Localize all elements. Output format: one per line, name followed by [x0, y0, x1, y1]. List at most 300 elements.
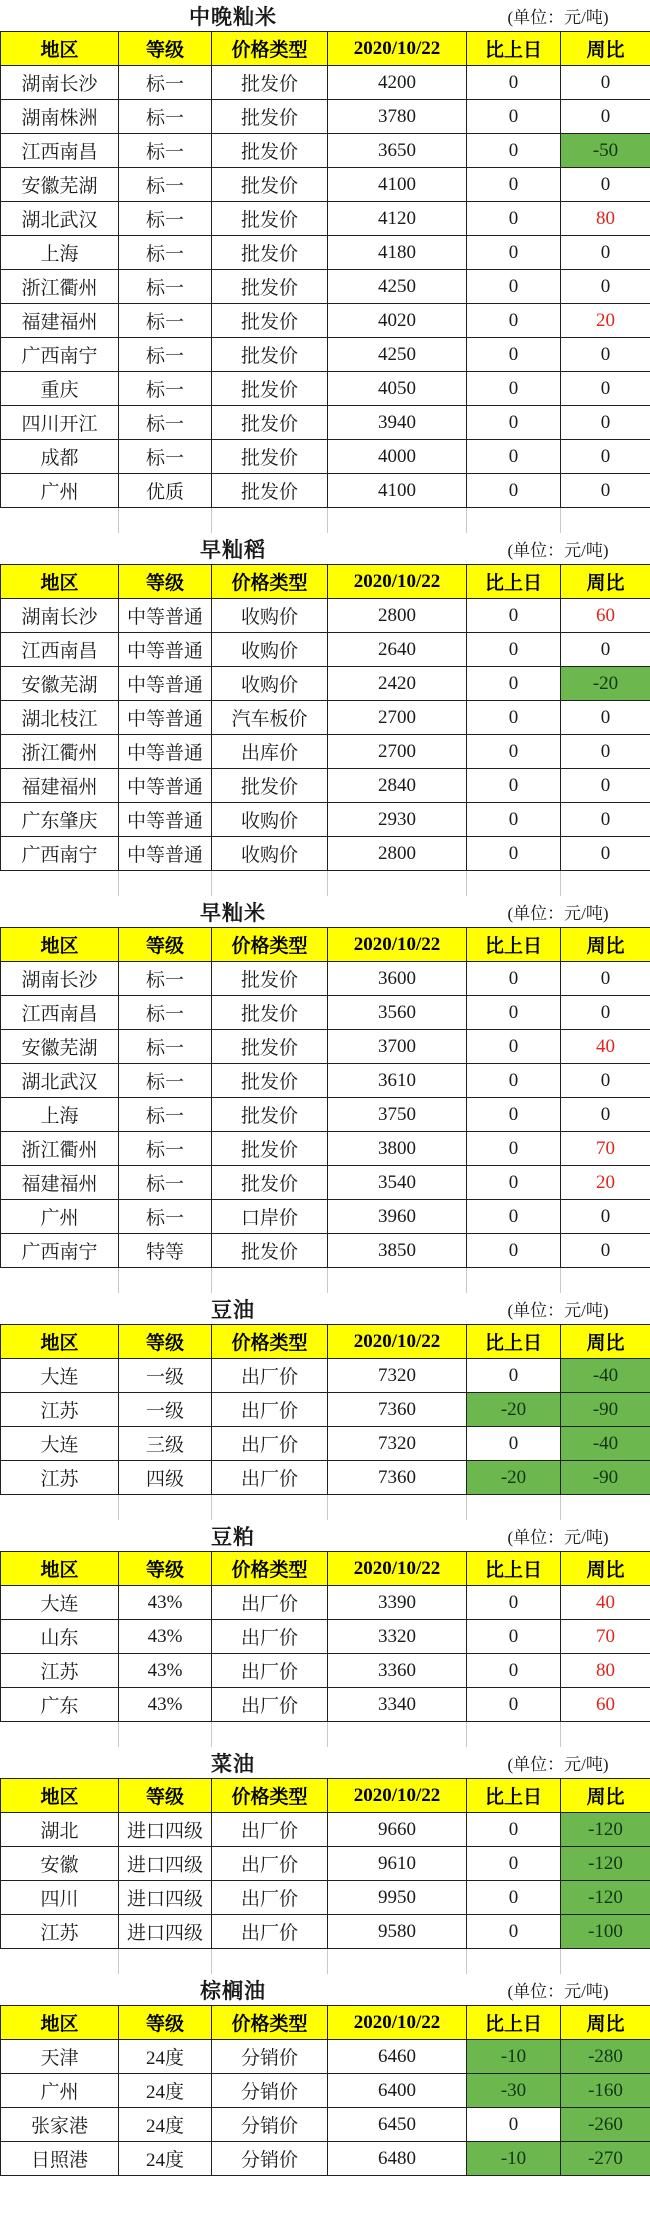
- price-table-section: [0, 1747, 650, 1949]
- region-cell: 湖南长沙: [1, 962, 119, 996]
- day-change-cell: -30: [467, 2074, 561, 2108]
- region-cell: 四川开江: [1, 406, 119, 440]
- column-header: 价格类型: [212, 32, 328, 66]
- price-cell: 3540: [328, 1166, 467, 1200]
- day-change-cell: 0: [467, 134, 561, 168]
- table-row: [1, 372, 650, 406]
- day-change-cell: -20: [467, 1461, 561, 1495]
- region-cell: 广西南宁: [1, 1234, 119, 1268]
- price-cell: 2800: [328, 837, 467, 871]
- column-header: 地区: [1, 1779, 119, 1813]
- week-change-cell: -120: [561, 1881, 650, 1915]
- price-type-cell: 口岸价: [212, 1200, 328, 1234]
- grade-cell: 进口四级: [119, 1813, 212, 1847]
- region-cell: 江苏: [1, 1461, 119, 1495]
- table-header-row: [1, 928, 650, 962]
- table-title-row: [0, 1520, 650, 1551]
- grade-cell: 中等普通: [119, 667, 212, 701]
- price-cell: 3340: [328, 1688, 467, 1722]
- table-row: [1, 2040, 650, 2074]
- table-row: [1, 1200, 650, 1234]
- region-cell: 江西南昌: [1, 996, 119, 1030]
- price-type-cell: 批发价: [212, 1030, 328, 1064]
- region-cell: 安徽芜湖: [1, 667, 119, 701]
- week-change-cell: -40: [561, 1359, 650, 1393]
- day-change-cell: 0: [467, 236, 561, 270]
- table-row: [1, 2142, 650, 2176]
- day-change-cell: 0: [467, 1654, 561, 1688]
- region-cell: 成都: [1, 440, 119, 474]
- table-row: [1, 202, 650, 236]
- week-change-cell: 0: [561, 406, 650, 440]
- grade-cell: 24度: [119, 2142, 212, 2176]
- column-header: 周比: [561, 928, 650, 962]
- price-type-cell: 批发价: [212, 134, 328, 168]
- price-cell: 7360: [328, 1461, 467, 1495]
- price-type-cell: 批发价: [212, 1064, 328, 1098]
- price-cell: 4250: [328, 270, 467, 304]
- column-header: 周比: [561, 565, 650, 599]
- column-header: 比上日: [467, 565, 561, 599]
- region-cell: 安徽芜湖: [1, 1030, 119, 1064]
- column-header: 等级: [119, 1779, 212, 1813]
- week-change-cell: -90: [561, 1393, 650, 1427]
- price-cell: 3610: [328, 1064, 467, 1098]
- table-row: [1, 304, 650, 338]
- price-cell: 7320: [328, 1359, 467, 1393]
- price-cell: 6480: [328, 2142, 467, 2176]
- table-gap: [0, 1495, 650, 1520]
- grade-cell: 标一: [119, 406, 212, 440]
- day-change-cell: 0: [467, 735, 561, 769]
- column-header: 价格类型: [212, 1325, 328, 1359]
- day-change-cell: 0: [467, 837, 561, 871]
- day-change-cell: 0: [467, 1132, 561, 1166]
- table-title: 豆油: [211, 1297, 255, 1322]
- price-cell: 3960: [328, 1200, 467, 1234]
- price-type-cell: 汽车板价: [212, 701, 328, 735]
- price-type-cell: 分销价: [212, 2074, 328, 2108]
- table-row: [1, 474, 650, 508]
- week-change-cell: -90: [561, 1461, 650, 1495]
- table-row: [1, 270, 650, 304]
- price-type-cell: 批发价: [212, 769, 328, 803]
- day-change-cell: 0: [467, 1620, 561, 1654]
- price-cell: 9660: [328, 1813, 467, 1847]
- region-cell: 江苏: [1, 1393, 119, 1427]
- price-type-cell: 出厂价: [212, 1688, 328, 1722]
- region-cell: 广州: [1, 474, 119, 508]
- grade-cell: 标一: [119, 66, 212, 100]
- grade-cell: 进口四级: [119, 1915, 212, 1949]
- column-header: 地区: [1, 1325, 119, 1359]
- week-change-cell: 0: [561, 701, 650, 735]
- price-type-cell: 批发价: [212, 100, 328, 134]
- region-cell: 广东: [1, 1688, 119, 1722]
- grade-cell: 标一: [119, 338, 212, 372]
- day-change-cell: -10: [467, 2142, 561, 2176]
- day-change-cell: 0: [467, 1427, 561, 1461]
- table-row: [1, 701, 650, 735]
- region-cell: 江西南昌: [1, 633, 119, 667]
- price-type-cell: 批发价: [212, 474, 328, 508]
- table-row: [1, 633, 650, 667]
- region-cell: 湖北: [1, 1813, 119, 1847]
- grade-cell: 标一: [119, 1030, 212, 1064]
- price-type-cell: 收购价: [212, 837, 328, 871]
- day-change-cell: 0: [467, 996, 561, 1030]
- region-cell: 湖北枝江: [1, 701, 119, 735]
- price-cell: 2800: [328, 599, 467, 633]
- grade-cell: 进口四级: [119, 1881, 212, 1915]
- column-header: 地区: [1, 1552, 119, 1586]
- day-change-cell: 0: [467, 1847, 561, 1881]
- week-change-cell: 70: [561, 1620, 650, 1654]
- price-cell: 6450: [328, 2108, 467, 2142]
- region-cell: 大连: [1, 1359, 119, 1393]
- table-title: 菜油: [211, 1751, 255, 1776]
- price-table-section: [0, 1520, 650, 1722]
- grade-cell: 标一: [119, 168, 212, 202]
- price-table-section: [0, 896, 650, 1268]
- table-row: [1, 1915, 650, 1949]
- grade-cell: 43%: [119, 1620, 212, 1654]
- table-row: [1, 1620, 650, 1654]
- week-change-cell: -270: [561, 2142, 650, 2176]
- week-change-cell: 40: [561, 1586, 650, 1620]
- region-cell: 上海: [1, 236, 119, 270]
- week-change-cell: 0: [561, 270, 650, 304]
- price-type-cell: 批发价: [212, 338, 328, 372]
- table-header-row: [1, 2006, 650, 2040]
- price-type-cell: 批发价: [212, 1234, 328, 1268]
- day-change-cell: 0: [467, 769, 561, 803]
- region-cell: 张家港: [1, 2108, 119, 2142]
- price-table-section: [0, 0, 650, 508]
- price-type-cell: 出厂价: [212, 1915, 328, 1949]
- price-cell: 3750: [328, 1098, 467, 1132]
- column-header: 2020/10/22: [328, 565, 467, 599]
- table-row: [1, 1098, 650, 1132]
- week-change-cell: -20: [561, 667, 650, 701]
- unit-label: (单位：元/吨): [507, 8, 609, 27]
- column-header: 比上日: [467, 928, 561, 962]
- column-header: 地区: [1, 928, 119, 962]
- price-cell: 3700: [328, 1030, 467, 1064]
- table-row: [1, 440, 650, 474]
- table-gap: [0, 871, 650, 896]
- price-table: [0, 927, 650, 1268]
- price-type-cell: 批发价: [212, 270, 328, 304]
- day-change-cell: 0: [467, 1813, 561, 1847]
- grade-cell: 中等普通: [119, 633, 212, 667]
- price-cell: 3850: [328, 1234, 467, 1268]
- price-cell: 4020: [328, 304, 467, 338]
- price-table: [0, 31, 650, 508]
- table-row: [1, 2108, 650, 2142]
- price-type-cell: 收购价: [212, 599, 328, 633]
- price-type-cell: 批发价: [212, 440, 328, 474]
- price-cell: 6460: [328, 2040, 467, 2074]
- table-row: [1, 735, 650, 769]
- table-title-row: [0, 1747, 650, 1778]
- region-cell: 安徽芜湖: [1, 168, 119, 202]
- region-cell: 广西南宁: [1, 837, 119, 871]
- day-change-cell: 0: [467, 1688, 561, 1722]
- region-cell: 福建福州: [1, 304, 119, 338]
- column-header: 等级: [119, 1325, 212, 1359]
- price-type-cell: 出库价: [212, 735, 328, 769]
- day-change-cell: -10: [467, 2040, 561, 2074]
- day-change-cell: 0: [467, 474, 561, 508]
- table-title: 棕榈油: [200, 1978, 266, 2003]
- table-row: [1, 1461, 650, 1495]
- price-cell: 9610: [328, 1847, 467, 1881]
- grade-cell: 标一: [119, 1200, 212, 1234]
- column-header: 比上日: [467, 1325, 561, 1359]
- table-row: [1, 769, 650, 803]
- week-change-cell: 0: [561, 769, 650, 803]
- price-type-cell: 出厂价: [212, 1654, 328, 1688]
- region-cell: 广东肇庆: [1, 803, 119, 837]
- day-change-cell: -20: [467, 1393, 561, 1427]
- unit-label: (单位：元/吨): [507, 1528, 609, 1547]
- price-cell: 2840: [328, 769, 467, 803]
- price-cell: 4120: [328, 202, 467, 236]
- price-type-cell: 分销价: [212, 2142, 328, 2176]
- column-header: 2020/10/22: [328, 928, 467, 962]
- price-cell: 3940: [328, 406, 467, 440]
- region-cell: 四川: [1, 1881, 119, 1915]
- day-change-cell: 0: [467, 633, 561, 667]
- table-row: [1, 168, 650, 202]
- table-row: [1, 66, 650, 100]
- region-cell: 江西南昌: [1, 134, 119, 168]
- price-cell: 7320: [328, 1427, 467, 1461]
- region-cell: 湖北武汉: [1, 1064, 119, 1098]
- week-change-cell: 0: [561, 1234, 650, 1268]
- column-header: 比上日: [467, 2006, 561, 2040]
- region-cell: 湖北武汉: [1, 202, 119, 236]
- price-cell: 4250: [328, 338, 467, 372]
- region-cell: 福建福州: [1, 1166, 119, 1200]
- week-change-cell: -40: [561, 1427, 650, 1461]
- price-type-cell: 出厂价: [212, 1393, 328, 1427]
- column-header: 2020/10/22: [328, 1325, 467, 1359]
- table-row: [1, 962, 650, 996]
- price-cell: 3600: [328, 962, 467, 996]
- day-change-cell: 0: [467, 168, 561, 202]
- price-cell: 6400: [328, 2074, 467, 2108]
- week-change-cell: 0: [561, 338, 650, 372]
- region-cell: 山东: [1, 1620, 119, 1654]
- day-change-cell: 0: [467, 66, 561, 100]
- grade-cell: 24度: [119, 2074, 212, 2108]
- table-row: [1, 1688, 650, 1722]
- table-row: [1, 2074, 650, 2108]
- table-row: [1, 1064, 650, 1098]
- grade-cell: 标一: [119, 962, 212, 996]
- price-cell: 7360: [328, 1393, 467, 1427]
- price-type-cell: 出厂价: [212, 1881, 328, 1915]
- week-change-cell: 0: [561, 1064, 650, 1098]
- table-gap: [0, 1268, 650, 1293]
- table-row: [1, 134, 650, 168]
- table-row: [1, 1427, 650, 1461]
- week-change-cell: -50: [561, 134, 650, 168]
- column-header: 比上日: [467, 32, 561, 66]
- grade-cell: 中等普通: [119, 837, 212, 871]
- table-gap: [0, 1722, 650, 1747]
- week-change-cell: 80: [561, 202, 650, 236]
- table-row: [1, 837, 650, 871]
- day-change-cell: 0: [467, 1166, 561, 1200]
- column-header: 等级: [119, 928, 212, 962]
- price-type-cell: 收购价: [212, 803, 328, 837]
- grade-cell: 一级: [119, 1359, 212, 1393]
- table-row: [1, 599, 650, 633]
- region-cell: 日照港: [1, 2142, 119, 2176]
- week-change-cell: 60: [561, 599, 650, 633]
- price-cell: 2420: [328, 667, 467, 701]
- table-row: [1, 406, 650, 440]
- week-change-cell: 0: [561, 236, 650, 270]
- week-change-cell: 0: [561, 440, 650, 474]
- column-header: 价格类型: [212, 1779, 328, 1813]
- price-cell: 4200: [328, 66, 467, 100]
- price-cell: 4000: [328, 440, 467, 474]
- grade-cell: 四级: [119, 1461, 212, 1495]
- price-type-cell: 批发价: [212, 996, 328, 1030]
- region-cell: 广州: [1, 1200, 119, 1234]
- day-change-cell: 0: [467, 667, 561, 701]
- week-change-cell: 0: [561, 1200, 650, 1234]
- day-change-cell: 0: [467, 406, 561, 440]
- table-title: 豆粕: [211, 1524, 255, 1549]
- week-change-cell: 70: [561, 1132, 650, 1166]
- region-cell: 大连: [1, 1427, 119, 1461]
- unit-label: (单位：元/吨): [507, 904, 609, 923]
- table-row: [1, 1166, 650, 1200]
- grade-cell: 中等普通: [119, 803, 212, 837]
- region-cell: 浙江衢州: [1, 1132, 119, 1166]
- price-cell: 3800: [328, 1132, 467, 1166]
- table-header-row: [1, 1779, 650, 1813]
- table-header-row: [1, 565, 650, 599]
- price-type-cell: 收购价: [212, 667, 328, 701]
- price-table-section: [0, 533, 650, 871]
- column-header: 周比: [561, 1552, 650, 1586]
- week-change-cell: -260: [561, 2108, 650, 2142]
- price-cell: 3650: [328, 134, 467, 168]
- grade-cell: 43%: [119, 1586, 212, 1620]
- price-cell: 9580: [328, 1915, 467, 1949]
- price-type-cell: 批发价: [212, 1098, 328, 1132]
- column-header: 等级: [119, 2006, 212, 2040]
- week-change-cell: 0: [561, 66, 650, 100]
- day-change-cell: 0: [467, 1234, 561, 1268]
- week-change-cell: 20: [561, 304, 650, 338]
- table-title: 中晚籼米: [189, 4, 277, 29]
- week-change-cell: 0: [561, 372, 650, 406]
- table-row: [1, 1030, 650, 1064]
- week-change-cell: 20: [561, 1166, 650, 1200]
- price-type-cell: 批发价: [212, 962, 328, 996]
- column-header: 等级: [119, 32, 212, 66]
- price-type-cell: 批发价: [212, 66, 328, 100]
- price-table: [0, 1324, 650, 1495]
- grade-cell: 标一: [119, 372, 212, 406]
- grade-cell: 43%: [119, 1688, 212, 1722]
- week-change-cell: 0: [561, 1098, 650, 1132]
- price-type-cell: 出厂价: [212, 1359, 328, 1393]
- price-type-cell: 出厂价: [212, 1813, 328, 1847]
- region-cell: 重庆: [1, 372, 119, 406]
- price-type-cell: 批发价: [212, 372, 328, 406]
- column-header: 地区: [1, 32, 119, 66]
- day-change-cell: 0: [467, 701, 561, 735]
- column-header: 周比: [561, 1325, 650, 1359]
- table-row: [1, 803, 650, 837]
- price-table-section: [0, 1974, 650, 2176]
- grade-cell: 标一: [119, 202, 212, 236]
- week-change-cell: 40: [561, 1030, 650, 1064]
- column-header: 地区: [1, 2006, 119, 2040]
- day-change-cell: 0: [467, 803, 561, 837]
- region-cell: 江苏: [1, 1915, 119, 1949]
- week-change-cell: 0: [561, 803, 650, 837]
- grade-cell: 一级: [119, 1393, 212, 1427]
- grade-cell: 24度: [119, 2040, 212, 2074]
- column-header: 比上日: [467, 1779, 561, 1813]
- day-change-cell: 0: [467, 270, 561, 304]
- region-cell: 湖南长沙: [1, 66, 119, 100]
- grade-cell: 进口四级: [119, 1847, 212, 1881]
- grade-cell: 标一: [119, 236, 212, 270]
- grade-cell: 标一: [119, 440, 212, 474]
- column-header: 2020/10/22: [328, 2006, 467, 2040]
- table-row: [1, 236, 650, 270]
- week-change-cell: 0: [561, 996, 650, 1030]
- price-table: [0, 1778, 650, 1949]
- day-change-cell: 0: [467, 440, 561, 474]
- week-change-cell: -120: [561, 1847, 650, 1881]
- grade-cell: 43%: [119, 1654, 212, 1688]
- day-change-cell: 0: [467, 1359, 561, 1393]
- week-change-cell: 0: [561, 962, 650, 996]
- price-cell: 4100: [328, 168, 467, 202]
- column-header: 周比: [561, 1779, 650, 1813]
- unit-label: (单位：元/吨): [507, 541, 609, 560]
- table-gap: [0, 1949, 650, 1974]
- table-row: [1, 1586, 650, 1620]
- grade-cell: 特等: [119, 1234, 212, 1268]
- price-type-cell: 批发价: [212, 202, 328, 236]
- table-row: [1, 996, 650, 1030]
- region-cell: 天津: [1, 2040, 119, 2074]
- week-change-cell: 60: [561, 1688, 650, 1722]
- column-header: 价格类型: [212, 928, 328, 962]
- table-row: [1, 1359, 650, 1393]
- grade-cell: 中等普通: [119, 735, 212, 769]
- week-change-cell: 0: [561, 735, 650, 769]
- table-title-row: [0, 1974, 650, 2005]
- grade-cell: 标一: [119, 100, 212, 134]
- grade-cell: 优质: [119, 474, 212, 508]
- grade-cell: 标一: [119, 1098, 212, 1132]
- table-row: [1, 338, 650, 372]
- table-row: [1, 1847, 650, 1881]
